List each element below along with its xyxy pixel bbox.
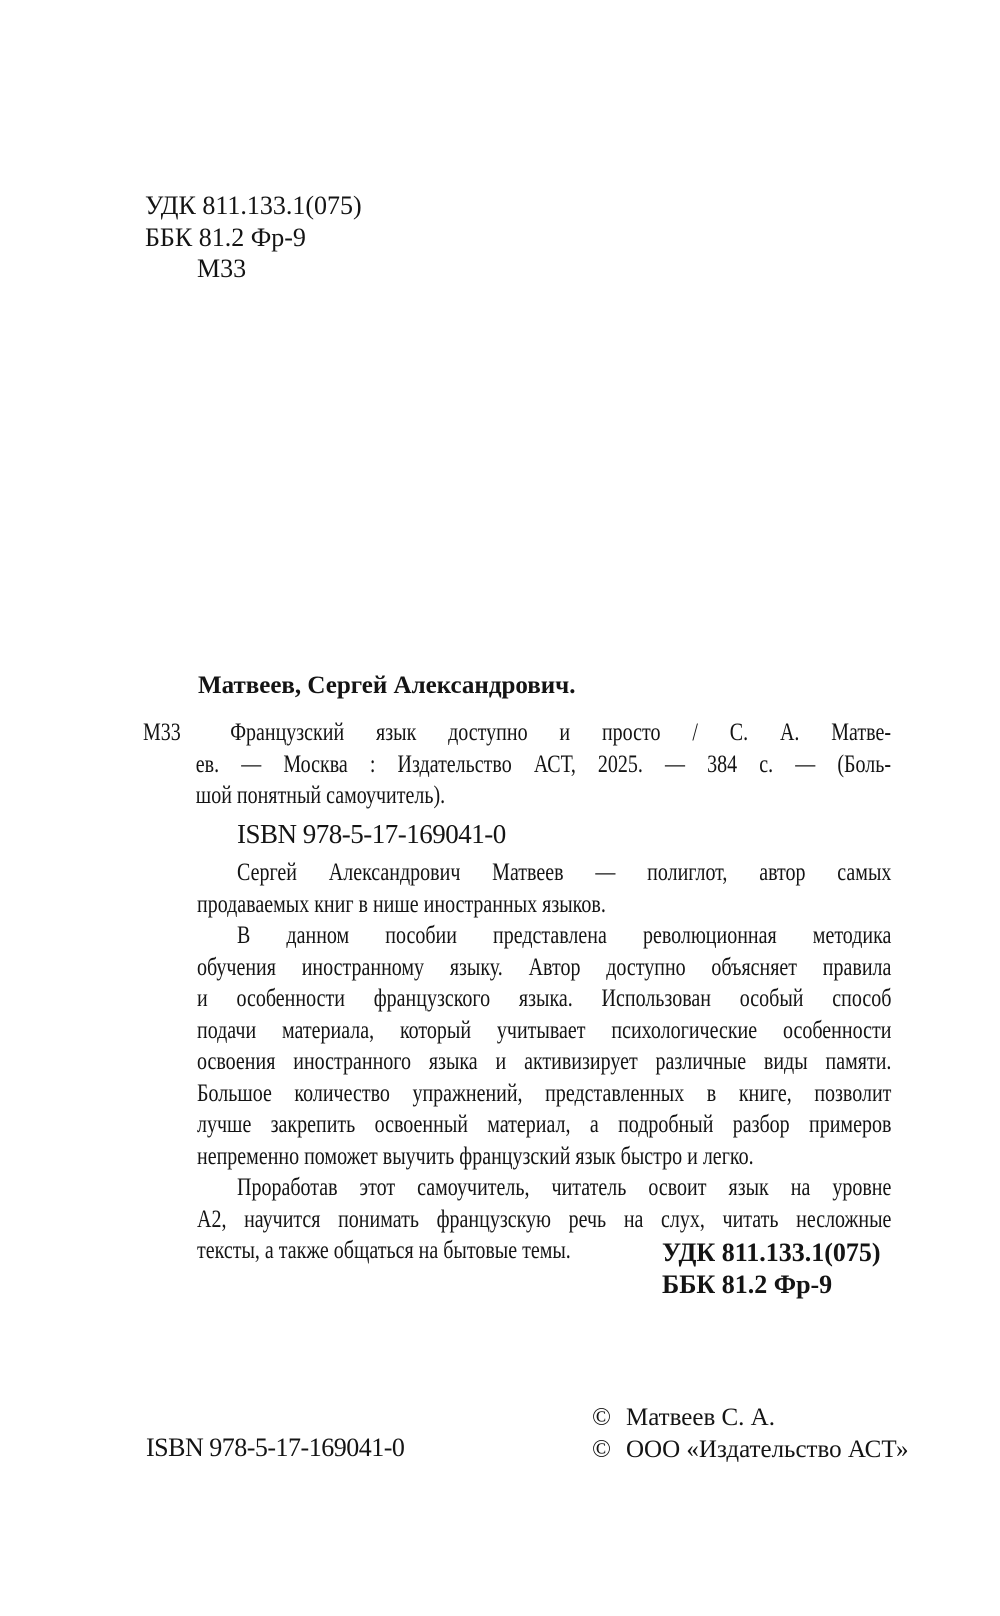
text-line: Проработав этот самоучитель, читатель освоит язык на уровне [237, 1174, 892, 1201]
author-mark: М33 [143, 719, 181, 746]
annotation-paragraph [197, 857, 891, 920]
catalog-card-isbn: ISBN 978-5-17-169041-0 [237, 819, 506, 849]
catalog-card-entry [143, 717, 891, 812]
text-line: подачи материала, который учитывает психологические особенности [197, 1016, 892, 1044]
copyright-line [592, 1434, 908, 1466]
footer-isbn: ISBN 978-5-17-169041-0 [146, 1433, 405, 1462]
bbk-code-bold: ББК 81.2 Фр-9 [662, 1269, 833, 1299]
top-codes-block [145, 190, 362, 285]
author-mark: М33 [197, 254, 247, 283]
bbk-code: ББК 81.2 Фр-9 [145, 222, 306, 252]
text-line: обучения иностранному языку. Автор доступно объясняет правила [197, 953, 892, 981]
copyright-block [592, 1402, 908, 1465]
annotation-paragraph [197, 920, 891, 1172]
annotation-block [197, 857, 891, 1267]
udc-code: УДК 811.133.1(075) [145, 191, 362, 220]
copyright-text: ООО «Издательство АСТ» [626, 1435, 909, 1463]
text-line: М33 Французский язык доступно и просто / С. А. Матве- [143, 717, 891, 749]
text-line: лучше закрепить освоенный материал, а подробный разбор примеров [197, 1111, 892, 1138]
copyright-icon: © [592, 1435, 611, 1463]
bottom-codes-block [662, 1237, 881, 1300]
catalog-card-heading: Матвеев, Сергей Александрович. [198, 672, 576, 699]
text-line: Сергей Александрович Матвеев — полиглот, автор самых [237, 859, 892, 886]
text-line: продаваемых книг в нише иностранных языков. [197, 890, 606, 918]
udc-code-bold: УДК 811.133.1(075) [662, 1238, 881, 1267]
text-line: шой понятный самоучитель). [195, 782, 446, 809]
text-line: тексты, а также общаться на бытовые темы. [197, 1237, 571, 1264]
copyright-text: Матвеев С. А. [626, 1404, 775, 1431]
text-line: А2, научится понимать французскую речь на слух, читать несложные [197, 1205, 892, 1233]
text-line: В данном пособии представлена революционная методика [237, 922, 892, 949]
copyright-line [592, 1402, 908, 1434]
text-line: непременно поможет выучить французский язык быстро и легко. [197, 1142, 754, 1170]
text-line: и особенности французского языка. Использован особый способ [197, 985, 892, 1012]
text-line: Большое количество упражнений, представленных в книге, позволит [197, 1079, 892, 1107]
copyright-icon: © [592, 1404, 611, 1431]
text-line: освоения иностранного языка и активизирует различные виды памяти. [197, 1048, 892, 1075]
text-line: ев. — Москва : Издательство АСТ, 2025. — 384 с. — (Боль- [195, 750, 892, 778]
